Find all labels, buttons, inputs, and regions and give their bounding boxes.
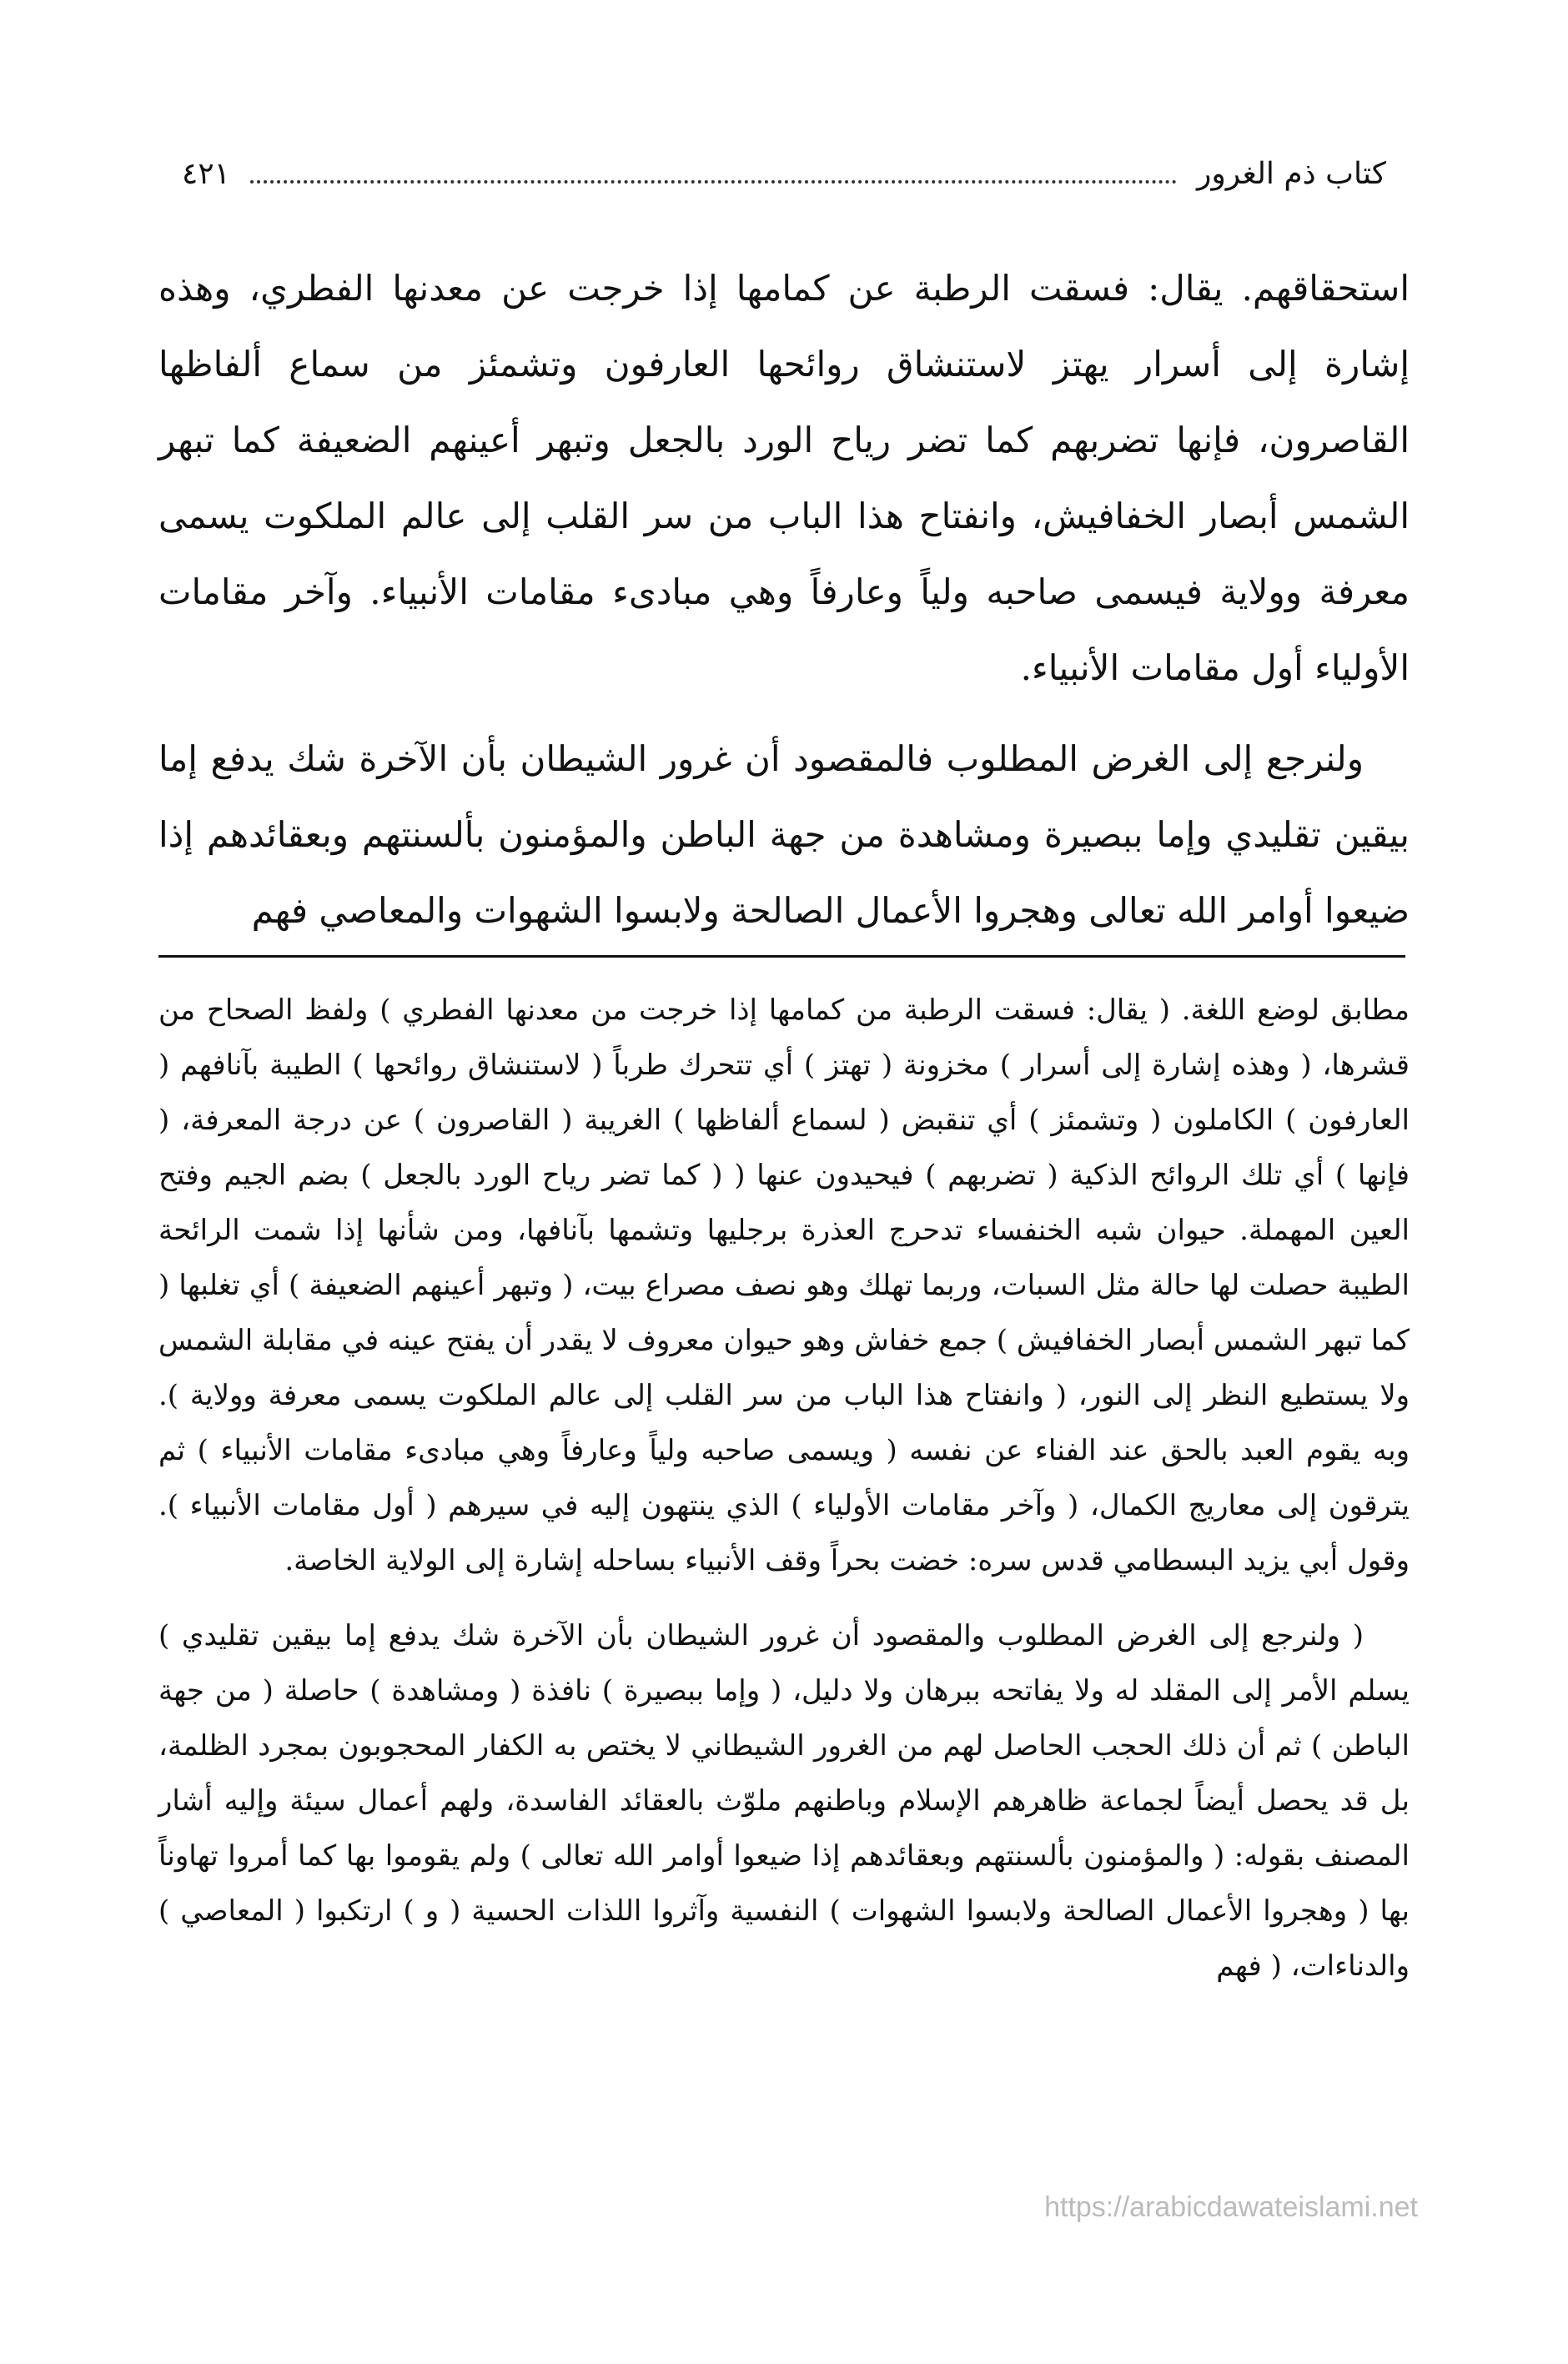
main-text xyxy=(158,250,1410,948)
header-title: كتاب ذم الغرور xyxy=(1196,156,1386,191)
main-paragraph: ولنرجع إلى الغرض المطلوب فالمقصود أن غرور الشيطان بأن الآخرة شك يدفع إما بيقين تقليدي وإما ببصيرة ومشاهدة من جهة الباطن والمؤمنون بألسنتهم وبعقائدهم إذا ضيعوا أوامر الله تعالى وهجروا الأعمال الصالحة ولابسوا الشهوات والمعاصي فهم xyxy=(158,738,1410,931)
commentary-paragraph: مطابق لوضع اللغة. ( يقال: فسقت الرطبة من كمامها إذا خرجت من معدنها الفطري ) ولفظ الصحاح من قشرها، ( وهذه إشارة إلى أسرار ) مخزونة ( تهتز ) أي تتحرك طرباً ( لاستنشاق روائحها ) الطيبة بآنافهم ( العارفون ) الكاملون ( وتشمئز ) أي تنقبض ( لسماع ألفاظها ) الغريبة ( القاصرون ) عن درجة المعرفة، ( فإنها ) أي تلك الروائح الذكية ( تضربهم ) فيحيدون عنها ( ( كما تضر رياح الورد بالجعل ) بضم الجيم وفتح العين المهملة. حيوان شبه الخنفساء تدحرج العذرة برجليها وتشمها بآنافها، ومن شأنها إذا شمت الرائحة الطيبة حصلت لها حالة مثل السبات، وربما تهلك وهو نصف مصراع بيت، ( وتبهر أعينهم الضعيفة ) أي تغلبها ( كما تبهر الشمس أبصار الخفافيش ) جمع خفاش وهو حيوان معروف لا يقدر أن يفتح عينه في مقابلة الشمس ولا يستطيع النظر إلى النور، ( وانفتاح هذا الباب من سر القلب إلى عالم الملكوت يسمى معرفة وولاية ). وبه يقوم العبد بالحق عند الفناء عن نفسه ( ويسمى صاحبه ولياً وعارفاً وهي مبادىء مقامات الأنبياء ) ثم يترقون إلى معاريج الكمال، ( وآخر مقامات الأولياء ) الذي ينتهون إليه في سيرهم ( أول مقامات الأنبياء ). وقول أبي يزيد البسطامي قدس سره: خضت بحراً وقف الأنبياء بساحله إشارة إلى الولاية الخاصة. xyxy=(158,993,1410,1577)
page-number: ٤٢١ xyxy=(182,156,231,191)
running-header xyxy=(182,148,1386,199)
footnote-divider xyxy=(158,955,1405,958)
commentary-text xyxy=(158,983,1410,1994)
commentary-paragraph: ( ولنرجع إلى الغرض المطلوب والمقصود أن غرور الشيطان بأن الآخرة شك يدفع إما بيقين تقليدي ) يسلم الأمر إلى المقلد له ولا يفاتحه ببرهان ولا دليل، ( وإما ببصيرة ) نافذة ( ومشاهدة ) حاصلة ( من جهة الباطن ) ثم أن ذلك الحجب الحاصل لهم من الغرور الشيطاني لا يختص به الكفار المحجوبون بمجرد الظلمة، بل قد يحصل أيضاً لجماعة ظاهرهم الإسلام وباطنهم ملوّث بالعقائد الفاسدة، ولهم أعمال سيئة وإليه أشار المصنف بقوله: ( والمؤمنون بألسنتهم وبعقائدهم إذا ضيعوا أوامر الله تعالى ) ولم يقوموا بها كما أمروا تهاوناً بها ( وهجروا الأعمال الصالحة ولابسوا الشهوات ) النفسية وآثروا اللذات الحسية ( و ) ارتكبوا ( المعاصي ) والدناءات، ( فهم xyxy=(158,1619,1410,1983)
header-dotted-leader xyxy=(250,180,1177,184)
main-paragraph: استحقاقهم. يقال: فسقت الرطبة عن كمامها إذا خرجت عن معدنها الفطري، وهذه إشارة إلى أسرار يهتز لاستنشاق روائحها العارفون وتشمئز من سماع ألفاظها القاصرون، فإنها تضربهم كما تضر رياح الورد بالجعل وتبهر أعينهم الضعيفة كما تبهر الشمس أبصار الخفافيش، وانفتاح هذا الباب من سر القلب إلى عالم الملكوت يسمى معرفة وولاية فيسمى صاحبه ولياً وعارفاً وهي مبادىء مقامات الأنبياء. وآخر مقامات الأولياء أول مقامات الأنبياء. xyxy=(158,268,1410,688)
watermark-url: https://arabicdawateislami.net xyxy=(1044,2191,1418,2223)
